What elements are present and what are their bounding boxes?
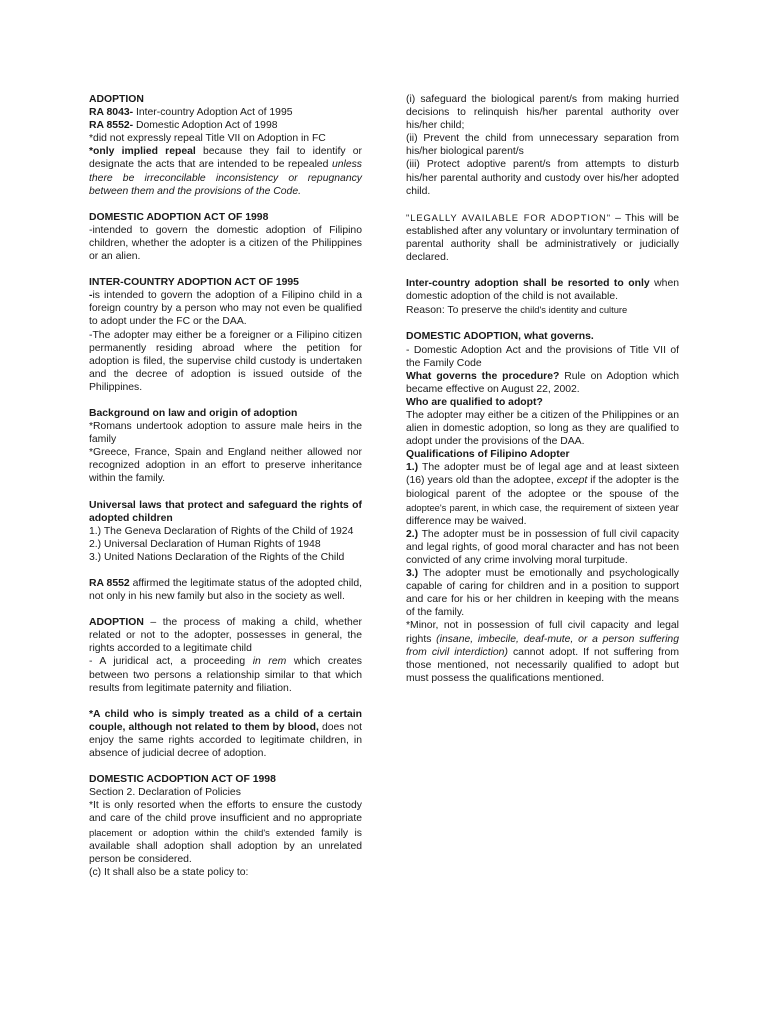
- section-title: DOMESTIC ACDOPTION ACT OF 1998: [89, 774, 276, 786]
- list-item: 3.) The adopter must be emotionally and psychologically capable of caring for children and in a position to support and care for his or her children in keeping with the means of the family.: [406, 568, 679, 619]
- left-column: [89, 93, 362, 892]
- declaration-of-policies-block: DOMESTIC ACDOPTION ACT OF 1998 Section 2. Declaration of Policies *It is only resorted when the efforts to ensure the custody and care of the child prove insufficient and no appropriate placement or adoption within the child's extended family is available shall adoption shall adoption by an unrelated person be considered. (c) It shall also be a state policy to:: [89, 774, 362, 878]
- domestic-adoption-act-block: DOMESTIC ADOPTION ACT OF 1998 -intended to govern the domestic adoption of Filipino children, whether the adopter is a citizen of the Philippines or an alien.: [89, 211, 362, 263]
- section-title: DOMESTIC ADOPTION ACT OF 1998: [89, 211, 269, 223]
- background-block: Background on law and origin of adoption *Romans undertook adoption to assure male heirs in the family *Greece, France, Spain and England neither allowed nor recognized adoption in an effort to preserve inheritance within the family.: [89, 407, 362, 485]
- inter-country-resort-block: Inter-country adoption shall be resorted to only when domestic adoption of the child is not available. Reason: To preserve the child's identity and culture: [406, 278, 680, 317]
- inter-country-adoption-act-block: INTER-COUNTRY ADOPTION ACT OF 1995 -is intended to govern the adoption of a Filipino child in a foreign country by a person who may not even be qualified to adopt under the FC or the DAA. -The adopter may either be a foreigner or a Filipino citizen permanently residing abroad where the petition for adoption is filed, the supervise child custody is undertaken and the decree of adoption is issued outside of the Philippines.: [89, 277, 362, 393]
- list-item: 2.) Universal Declaration of Human Rights of 1948: [89, 538, 321, 550]
- list-item: (i) safeguard the biological parent/s from making hurried decisions to relinquish his/her parental authority over his/her child;: [406, 94, 679, 132]
- section-title: Universal laws that protect and safeguard the rights of adopted children: [89, 499, 362, 524]
- child-treated-block: *A child who is simply treated as a child of a certain couple, although not related to them by blood, does not enjoy the same rights accorded to legitimate children, in absence of judicial decree of adoption.: [89, 708, 363, 760]
- list-item: (ii) Prevent the child from unnecessary separation from his/her biological parent/s: [406, 133, 679, 158]
- list-item: 1.) The Geneva Declaration of Rights of the Child of 1924: [89, 525, 354, 537]
- section-title: Background on law and origin of adoption: [89, 407, 298, 419]
- section-title: DOMESTIC ADOPTION, what governs.: [406, 331, 594, 343]
- section-title: INTER-COUNTRY ADOPTION ACT OF 1995: [89, 277, 299, 289]
- legally-available-block: "LEGALLY AVAILABLE FOR ADOPTION" – This will be established after any voluntary or involuntary termination of parental authority shall be administratively or judicially declared.: [406, 211, 680, 264]
- list-item: (iii) Protect adoptive parent/s from attempts to disturb his/her parental authority and custody over his/her adopted child.: [406, 159, 679, 197]
- right-column: [406, 93, 679, 698]
- state-policy-items: [406, 93, 679, 198]
- universal-laws-block: [89, 499, 362, 564]
- adoption-intro: ADOPTION RA 8043- Inter-country Adoption Act of 1995 RA 8552- Domestic Adoption Act of 1998 *did not expressly repeal Title VII on Adoption in FC *only implied repeal because they fail to identify or designate the acts that are intended to be repealed unless there be irreconcilable inconsistency or repugnancy between them and the provisions of the Code.: [89, 94, 362, 197]
- list-item: 2.) The adopter must be in possession of full civil capacity and legal rights, of good moral character and has not been convicted of any crime involving moral turpitude.: [406, 528, 679, 566]
- adoption-definition-block: ADOPTION – the process of making a child, whether related or not to the adopter, possesses in general, the rights accorded to a legitimate child - A juridical act, a proceeding in rem which creates between two persons a relationship similar to that which results from legitimate paternity and filiation.: [89, 617, 363, 694]
- domestic-adoption-governs-block: DOMESTIC ADOPTION, what governs. - Domestic Adoption Act and the provisions of Title VII of the Family Code What governs the procedure? Rule on Adoption which became effective on August 22, 2002. Who are qualified to adopt? The adopter may either be a citizen of the Philippines or an alien in domestic adoption, so long as they are qualified to adopt under the provisions of the DAA. Qualifications of Filipino Adopter 1.) The adopter must be of legal age and at least sixteen (16) years old than the adoptee, except if the adopter is the biological parent of the adoptee or the spouse of the adoptee's parent, in which case, the requirement of sixteen year difference may be waived. 2.) The adopter must be in possession of full civil capacity and legal rights, of good moral character and has not been convicted of any crime involving moral turpitude. 3.) The adopter must be emotionally and psychologically capable of caring for children and in a position to support and care for his or her children in keeping with the means of the family. *Minor, not in possession of full civil capacity and legal rights (insane, imbecile, deaf-mute, or a person suffering from civil interdiction) cannot adopt. If not suffering from those mentioned, not necessarily qualified to adopt but must possess the qualifications mentioned.: [406, 331, 680, 684]
- list-item: 3.) United Nations Declaration of the Rights of the Child: [89, 551, 345, 563]
- ra8552-block: RA 8552 affirmed the legitimate status of the adopted child, not only in his new family but also in the society as well.: [89, 578, 362, 603]
- section-title: ADOPTION: [89, 94, 144, 105]
- list-item: 1.) The adopter must be of legal age and at least sixteen (16) years old than the adoptee, except if the adopter is the biological parent of the adoptee or the spouse of the adoptee's parent, in which case, the requirement of sixteen year difference may be waived.: [406, 462, 680, 527]
